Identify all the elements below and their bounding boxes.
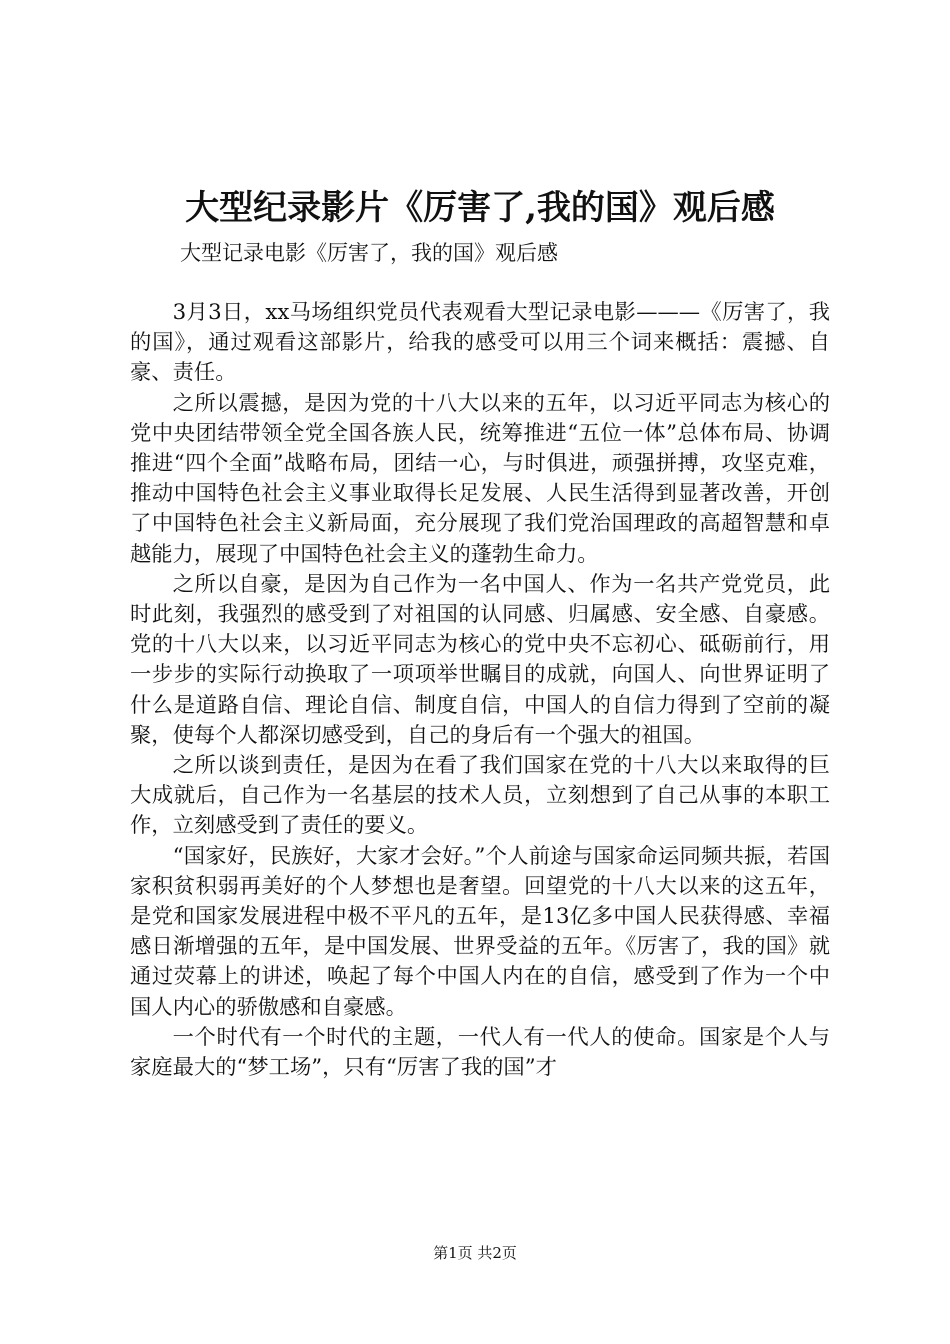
page-number: 第1页 共2页 bbox=[433, 1244, 517, 1262]
paragraph: 3月3日，xx马场组织党员代表观看大型记录电影———《厉害了，我的国》，通过观看这部影片，给我的感受可以用三个词来概括：震撼、自豪、责任。 bbox=[130, 300, 830, 386]
document-title: 大型纪录影片《厉害了,我的国》观后感 bbox=[185, 188, 775, 228]
paragraph: “国家好，民族好，大家才会好。”个人前途与国家命运同频共振，若国家积贫积弱再美好的个人梦想也是奢望。回望党的十八大以来的这五年，是党和国家发展进程中极不平凡的五年，是13亿多中国人民获得感、幸福感日渐增强的五年，是中国发展、世界受益的五年。《厉害了，我的国》就通过荧幕上的讲述，唤起了每个中国人内在的自信，感受到了作为一个中国人内心的骄傲感和自豪感。 bbox=[130, 843, 830, 1020]
paragraph: 之所以震撼，是因为党的十八大以来的五年，以习近平同志为核心的党中央团结带领全党全国各族人民，统筹推进“五位一体”总体布局、协调推进“四个全面”战略布局，团结一心，与时俱进，顽强拼搏，攻坚克难，推动中国特色社会主义事业取得长足发展、人民生活得到显著改善，开创了中国特色社会主义新局面，充分展现了我们党治国理政的高超智慧和卓越能力，展现了中国特色社会主义的蓬勃生命力。 bbox=[130, 390, 830, 567]
paragraph: 一个时代有一个时代的主题，一代人有一代人的使命。国家是个人与家庭最大的“梦工场”，只有“厉害了我的国”才 bbox=[130, 1024, 830, 1081]
document-subtitle: 大型记录电影《厉害了，我的国》观后感 bbox=[180, 241, 558, 265]
paragraph: 之所以谈到责任，是因为在看了我们国家在党的十八大以来取得的巨大成就后，自己作为一名基层的技术人员，立刻想到了自己从事的本职工作，立刻感受到了责任的要义。 bbox=[130, 753, 830, 839]
document-body bbox=[130, 298, 830, 1083]
paragraph: 之所以自豪，是因为自己作为一名中国人、作为一名共产党党员，此时此刻，我强烈的感受到了对祖国的认同感、归属感、安全感、自豪感。党的十八大以来，以习近平同志为核心的党中央不忘初心、砥砺前行，用一步步的实际行动换取了一项项举世瞩目的成就，向国人、向世界证明了什么是道路自信、理论自信、制度自信，中国人的自信力得到了空前的凝聚，使每个人都深切感受到，自己的身后有一个强大的祖国。 bbox=[130, 571, 830, 748]
